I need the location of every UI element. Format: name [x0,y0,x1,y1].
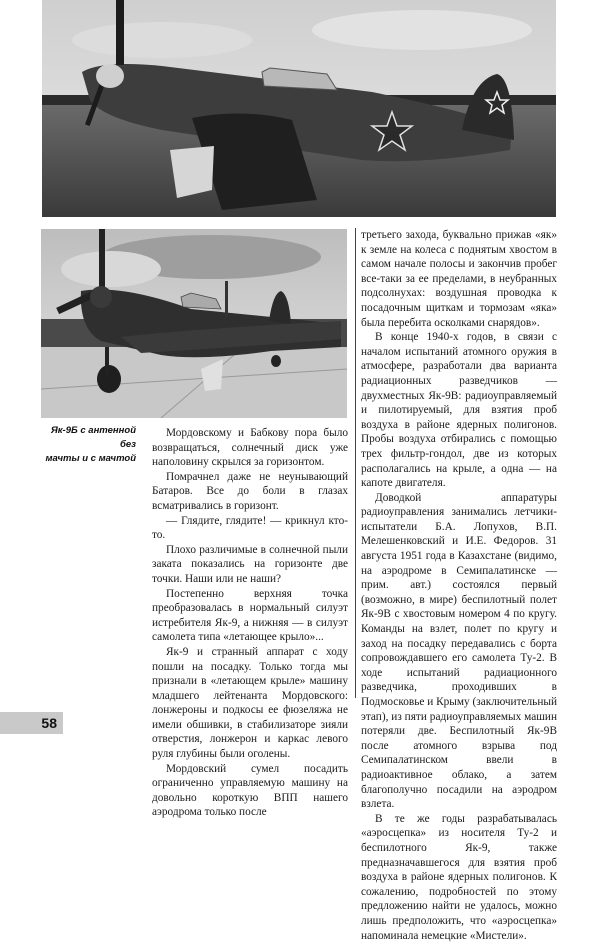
paragraph: третьего захода, буквально прижав «як» к земле на колеса с поднятым хвостом в самом начале полосы и закончив пробег все-таки за ее пределами, в неубранных подсолнухах: воздушная проводка к посадочным щиткам и тормозам «яка» была перебита осколками снарядов». [361,229,557,329]
paragraph: В те же годы разрабатывалась «аэросцепка» из носителя Ту-2 и беспилотного Як-9, также предназначавшегося для взятия проб воздуха в районе ядерных полигонов. К сожалению, подробностей по этому предложению найти не удалось, можно лишь предположить, что «аэросцепка» напоминала немецкие «Мистели». [361,812,557,942]
photo-caption [40,424,136,466]
paragraph: Доводкой аппаратуры радиоуправления занимались летчики-испытатели Б.А. Лопухов, В.П. Мелешенковский и И.Е. Федоров. 31 августа 1951 года в Казахстане (видимо, на аэродроме в Семипалатинске — прим. авт.) состоялся первый (возможно, в мире) беспилотный полет Як-9В с хвостовым номером 4 по кругу. Команды на взлет, полет по кругу и заход на посадку передавались с борта сопровождавшего его самолета Ту-2. В ходе испытаний радиационного разведчика, проходивших в Подмосковье и Крыму (заключительный этап), из пяти радиоуправляемых машин потеряли две. Беспилотный Як-9В после атомного взрыва под Семипалатинском ввели в радиоактивное облако, а затем благополучно посадили на аэродром взлета. [361,491,557,811]
paragraph: Мордовскому и Бабкову пора было возвращаться, солнечный диск уже наполовину скрылся за горизонтом. [152,427,348,469]
paragraph: Помрачнел даже не неунывающий Батаров. Все до боли в глазах всматривались в горизонт. [152,470,348,512]
paragraph: Постепенно верхняя точка преобразовалась в нормальный силуэт истребителя Як-9, а нижняя — в силуэт самолета типа «летающее крыло»... [152,587,348,644]
aircraft-photo-graphic [42,0,556,217]
text-column-middle [152,426,348,820]
photo-yak9b-with-antenna [41,229,347,418]
paragraph: — Глядите, глядите! — крикнул кто-то. [152,514,348,542]
paragraph: Мордовский сумел посадить ограниченно управляемую машину на довольно короткую ВПП нашего аэродрома только после [152,762,348,819]
photo-yak9-side-view [42,0,556,217]
text-column-right [361,228,557,943]
column-divider [355,228,356,698]
aircraft-photo-graphic [41,229,347,418]
paragraph: В конце 1940-х годов, в связи с началом испытаний атомного оружия в атмосфере, разработали два варианта радиационных разведчиков — двухместных Як-9В: радиоуправляемый и пилотируемый, для взятия проб воздуха в районе ядерных полигонов. Пробы воздуха отбирались с помощью трех фильтр-гондол, две из которых располагались на крыле, а одна — на капоте двигателя. [361,331,557,490]
paragraph: Як-9 и странный аппарат с ходу пошли на посадку. Только тогда мы признали в «летающем крыле» машину младшего лейтенанта Мордовского: лонжероны и подкосы ее фюзеляжа не имели обшивки, в стабилизаторе зияли отверстия, лонжерон и каркас левого руля глубины были оголены. [152,645,348,761]
page-number: 58 [41,715,57,731]
caption-line-2: мачты и с мачтой [45,453,136,464]
caption-line-1: Як-9Б с антенной без [50,425,136,450]
paragraph: Плохо различимые в солнечной пыли заката показались на горизонте две точки. Наши или не наши? [152,543,348,585]
